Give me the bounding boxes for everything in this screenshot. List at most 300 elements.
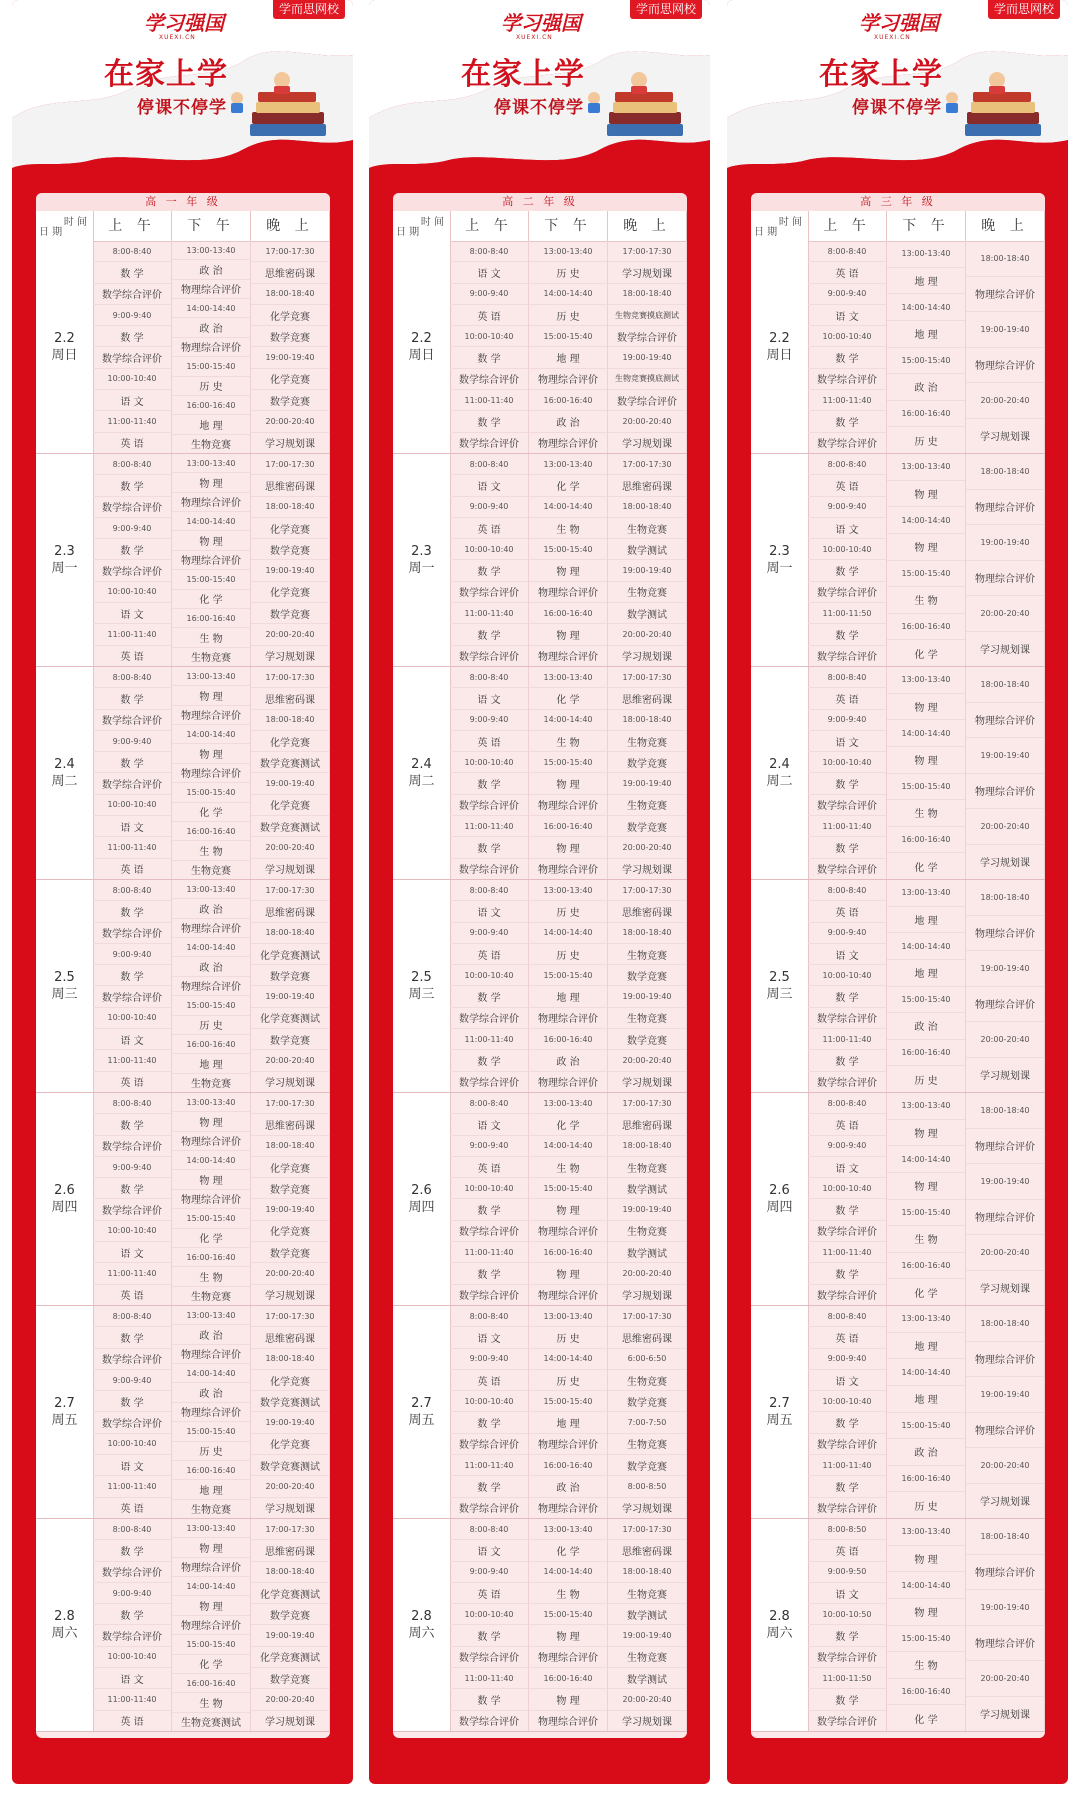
- time-slot: 9:00-9:40: [808, 284, 886, 305]
- time-slot: 20:00-20:40: [966, 1022, 1044, 1058]
- time-slot: 15:00-15:40: [172, 1209, 250, 1228]
- time-slot: 17:00-17:30: [251, 1306, 329, 1327]
- time-slot: 11:00-11:40: [450, 1668, 528, 1689]
- time-slot: 10:00-10:40: [808, 539, 886, 560]
- period-column-pm: [172, 454, 251, 666]
- time-slot: 16:00-16:40: [887, 1679, 965, 1706]
- course-cell: 英 语: [120, 652, 144, 664]
- time-header: 时 间: [63, 217, 87, 228]
- time-slot: 14:00-14:40: [529, 1349, 607, 1370]
- course-cell: 数学综合评价: [93, 1199, 171, 1220]
- course-cell: 数学综合评价: [808, 795, 886, 816]
- course-cell: 历 史: [172, 1016, 250, 1035]
- course-cell: 物理综合评价: [966, 774, 1044, 810]
- period-column-ev: [966, 667, 1045, 879]
- day-weekday: 周一: [51, 561, 78, 576]
- course-cell: 语 文: [93, 1455, 171, 1476]
- course-cell: 化 学: [172, 1655, 250, 1674]
- course-cell: 数 学: [808, 560, 886, 581]
- course-cell: 英 语: [120, 1504, 144, 1516]
- course-cell: 语 文: [93, 1029, 171, 1050]
- time-slot: 11:00-11:40: [93, 1050, 171, 1071]
- time-slot: 17:00-17:30: [251, 1519, 329, 1540]
- course-cell: 数学测试: [608, 1668, 686, 1689]
- time-slot: 13:00-13:40: [529, 1306, 607, 1327]
- course-cell: 语 文: [450, 688, 528, 709]
- time-slot: 17:00-17:30: [251, 454, 329, 475]
- time-slot: 13:00-13:40: [529, 880, 607, 901]
- course-cell: 数 学: [93, 1391, 171, 1412]
- time-slot: 15:00-15:40: [887, 1626, 965, 1653]
- course-cell: 地 理: [887, 1333, 965, 1360]
- time-slot: 16:00-16:40: [529, 1029, 607, 1050]
- course-cell: 语 文: [808, 1157, 886, 1178]
- course-cell: 生物竞赛: [608, 1008, 686, 1029]
- course-cell: 化学竞赛: [251, 582, 329, 603]
- time-slot: 11:00-11:40: [93, 411, 171, 432]
- time-slot: 15:00-15:40: [529, 326, 607, 347]
- course-cell: 历 史: [172, 377, 250, 396]
- course-cell: 学习规划课: [608, 262, 686, 283]
- day-weekday: 周六: [408, 1626, 435, 1641]
- period-column-pm: [529, 880, 608, 1092]
- time-slot: 20:00-20:40: [966, 383, 1044, 419]
- day-label: [36, 667, 94, 879]
- time-slot: 15:00-15:40: [529, 1391, 607, 1412]
- period-column-am: [808, 1306, 887, 1518]
- time-slot: 17:00-17:30: [608, 454, 686, 475]
- day-label: [751, 454, 809, 666]
- period-column-am: [808, 454, 887, 666]
- course-cell: 思维密码课: [608, 688, 686, 709]
- time-slot: 19:00-19:40: [608, 1199, 686, 1220]
- course-cell: 英 语: [120, 439, 144, 451]
- course-cell: 学习规划课: [980, 645, 1030, 657]
- period-column-am: [450, 667, 529, 879]
- time-slot: 9:00-9:40: [808, 1349, 886, 1370]
- time-slot: 11:00-11:50: [808, 603, 886, 624]
- period-column-am: [450, 1519, 529, 1731]
- course-cell: 数学综合评价: [93, 773, 171, 794]
- day-label: [36, 1519, 94, 1731]
- course-cell: 数学竞赛: [251, 965, 329, 986]
- course-cell: 思维密码课: [251, 1114, 329, 1135]
- page-title: 在家上学: [104, 57, 228, 92]
- day-label: [393, 880, 451, 1092]
- header-corner: [393, 211, 451, 241]
- course-cell: 学习规划课: [622, 865, 672, 877]
- column-header-evening: 晚 上: [966, 211, 1045, 241]
- page-subtitle: 停课不停学: [852, 98, 942, 118]
- course-cell: 物 理: [529, 837, 607, 858]
- time-slot: 19:00-19:40: [966, 738, 1044, 774]
- course-cell: 物理综合评价: [172, 1616, 250, 1635]
- course-cell: 物理综合评价: [966, 348, 1044, 384]
- course-cell: 物 理: [887, 747, 965, 774]
- time-slot: 13:00-13:40: [529, 241, 607, 262]
- day-block: [751, 1306, 1045, 1519]
- course-cell: 思维密码课: [608, 1327, 686, 1348]
- time-slot: 15:00-15:40: [172, 1422, 250, 1441]
- time-slot: 14:00-14:40: [529, 1562, 607, 1583]
- course-cell: 生物竞赛: [608, 1370, 686, 1391]
- time-slot: 20:00-20:40: [608, 1263, 686, 1284]
- course-cell: 物理综合评价: [172, 706, 250, 725]
- day-block: [751, 667, 1045, 880]
- time-slot: 14:00-14:40: [529, 923, 607, 944]
- course-cell: 物理综合评价: [172, 1132, 250, 1151]
- course-cell: 数学综合评价: [459, 1078, 519, 1090]
- time-slot: 20:00-20:40: [608, 1689, 686, 1710]
- time-slot: 10:00-10:40: [808, 1391, 886, 1412]
- course-cell: 地 理: [887, 1386, 965, 1413]
- course-cell: 化 学: [172, 590, 250, 609]
- time-slot: 19:00-19:40: [251, 347, 329, 368]
- course-cell: 化 学: [914, 862, 938, 874]
- period-column-ev: [966, 880, 1045, 1092]
- period-column-am: [93, 667, 172, 879]
- course-cell: 生 物: [887, 1226, 965, 1253]
- course-cell: 数学综合评价: [450, 1647, 528, 1668]
- period-column-pm: [887, 1306, 966, 1518]
- course-cell: 化学竞赛测试: [251, 1583, 329, 1604]
- course-cell: 物理综合评价: [538, 1504, 598, 1516]
- course-cell: 地 理: [529, 986, 607, 1007]
- time-slot: 6:00-6:50: [608, 1349, 686, 1370]
- course-cell: 数 学: [450, 560, 528, 581]
- course-cell: 数 学: [808, 1689, 886, 1710]
- time-slot: 20:00-20:40: [966, 1448, 1044, 1484]
- course-cell: 政 治: [172, 899, 250, 918]
- table-header-row: [751, 211, 1045, 242]
- schedule-panel: [369, 0, 710, 1784]
- course-cell: 数学综合评价: [459, 1504, 519, 1516]
- time-slot: 14:00-14:40: [172, 512, 250, 531]
- course-cell: 英 语: [808, 901, 886, 922]
- course-cell: 物 理: [172, 1596, 250, 1615]
- course-cell: 学习规划课: [622, 652, 672, 664]
- period-column-pm: [887, 1093, 966, 1305]
- course-cell: 语 文: [808, 518, 886, 539]
- time-slot: 10:00-10:40: [450, 965, 528, 986]
- course-cell: 物 理: [172, 744, 250, 763]
- time-slot: 13:00-13:40: [887, 1519, 965, 1546]
- course-cell: 物 理: [172, 531, 250, 550]
- course-cell: 数学综合评价: [817, 1078, 877, 1090]
- course-cell: 政 治: [172, 260, 250, 279]
- time-slot: 18:00-18:40: [251, 1562, 329, 1583]
- time-slot: 8:00-8:40: [450, 1093, 528, 1114]
- day-block: [751, 454, 1045, 667]
- day-weekday: 周二: [766, 774, 793, 789]
- course-cell: 政 治: [172, 1325, 250, 1344]
- course-cell: 语 文: [93, 816, 171, 837]
- time-slot: 18:00-18:40: [251, 1349, 329, 1370]
- day-weekday: 周一: [766, 561, 793, 576]
- day-label: [36, 1306, 94, 1518]
- time-slot: 8:00-8:40: [93, 880, 171, 901]
- logo: 学习强国: [501, 11, 581, 35]
- time-slot: 16:00-16:40: [172, 1035, 250, 1054]
- course-cell: 化学竞赛: [251, 1370, 329, 1391]
- course-cell: 英 语: [808, 1327, 886, 1348]
- time-slot: 10:00-10:40: [93, 582, 171, 603]
- course-cell: 数 学: [450, 837, 528, 858]
- course-cell: 物理综合评价: [529, 1647, 607, 1668]
- time-slot: 10:00-10:40: [450, 539, 528, 560]
- course-cell: 英 语: [450, 944, 528, 965]
- day-block: [393, 241, 687, 454]
- course-cell: 化 学: [529, 1540, 607, 1561]
- logo-subtext: XUEXI.CN: [874, 34, 911, 41]
- course-cell: 化 学: [914, 1714, 938, 1726]
- time-slot: 18:00-18:40: [966, 880, 1044, 916]
- course-cell: 政 治: [529, 1476, 607, 1497]
- day-block: [36, 1519, 330, 1732]
- time-slot: 10:00-10:40: [93, 369, 171, 390]
- period-column-ev: [251, 241, 330, 453]
- grade-title: 高 三 年 级: [751, 193, 1045, 211]
- day-label: [36, 241, 94, 453]
- day-date: 2.3: [411, 544, 432, 559]
- course-cell: 数学竞赛: [251, 1178, 329, 1199]
- course-cell: 物理综合评价: [529, 369, 607, 390]
- course-cell: 数 学: [93, 1540, 171, 1561]
- time-slot: 10:00-10:40: [808, 326, 886, 347]
- day-label: [36, 880, 94, 1092]
- time-slot: 18:00-18:40: [966, 1519, 1044, 1555]
- time-slot: 14:00-14:40: [887, 1572, 965, 1599]
- time-slot: 17:00-17:30: [608, 1093, 686, 1114]
- time-slot: 16:00-16:40: [172, 1674, 250, 1693]
- period-column-ev: [251, 454, 330, 666]
- course-cell: 物理综合评价: [538, 865, 598, 877]
- course-cell: 数 学: [808, 773, 886, 794]
- course-cell: 物理综合评价: [172, 1403, 250, 1422]
- course-cell: 物理综合评价: [966, 703, 1044, 739]
- time-slot: 14:00-14:40: [887, 1146, 965, 1173]
- day-label: [751, 667, 809, 879]
- course-cell: 数学综合评价: [93, 497, 171, 518]
- column-header-morning: 上 午: [450, 211, 529, 241]
- period-column-pm: [887, 667, 966, 879]
- time-slot: 15:00-15:40: [529, 965, 607, 986]
- column-header-morning: 上 午: [808, 211, 887, 241]
- course-cell: 学习规划课: [265, 439, 315, 451]
- course-cell: 英 语: [808, 1540, 886, 1561]
- time-slot: 8:00-8:50: [608, 1476, 686, 1497]
- course-cell: 物理综合评价: [538, 1291, 598, 1303]
- time-slot: 19:00-19:40: [251, 560, 329, 581]
- course-cell: 数 学: [450, 1263, 528, 1284]
- course-cell: 化 学: [529, 1114, 607, 1135]
- time-slot: 11:00-11:40: [93, 837, 171, 858]
- period-column-am: [93, 1519, 172, 1731]
- day-weekday: 周三: [51, 987, 78, 1002]
- period-column-ev: [966, 1093, 1045, 1305]
- course-cell: 物理综合评价: [172, 764, 250, 783]
- time-slot: 10:00-10:40: [93, 1647, 171, 1668]
- course-cell: 生物竞赛: [608, 731, 686, 752]
- time-slot: 20:00-20:40: [251, 1050, 329, 1071]
- course-cell: 数学综合评价: [93, 1136, 171, 1157]
- time-slot: 10:00-10:40: [93, 1221, 171, 1242]
- course-cell: 物理综合评价: [172, 551, 250, 570]
- time-slot: 20:00-20:40: [251, 624, 329, 645]
- course-cell: 英 语: [120, 865, 144, 877]
- course-cell: 语 文: [450, 1114, 528, 1135]
- time-slot: 14:00-14:40: [887, 294, 965, 321]
- course-cell: 数学综合评价: [817, 1291, 877, 1303]
- course-cell: 数学综合评价: [450, 582, 528, 603]
- course-cell: 数学竞赛测试: [251, 816, 329, 837]
- course-cell: 政 治: [529, 411, 607, 432]
- time-slot: 9:00-9:40: [93, 944, 171, 965]
- day-label: [751, 1519, 809, 1731]
- time-slot: 10:00-10:40: [450, 752, 528, 773]
- course-cell: 历 史: [914, 1501, 938, 1513]
- course-cell: 数 学: [93, 752, 171, 773]
- course-cell: 数学综合评价: [93, 1412, 171, 1433]
- course-cell: 历 史: [529, 1327, 607, 1348]
- time-slot: 20:00-20:40: [608, 624, 686, 645]
- period-column-am: [808, 241, 887, 453]
- time-slot: 16:00-16:40: [172, 396, 250, 415]
- time-slot: 15:00-15:40: [887, 987, 965, 1014]
- course-cell: 物 理: [529, 560, 607, 581]
- course-cell: 物 理: [172, 1170, 250, 1189]
- course-cell: 地 理: [529, 1412, 607, 1433]
- course-cell: 生物竞赛: [608, 944, 686, 965]
- period-column-am: [93, 1306, 172, 1518]
- period-column-ev: [251, 667, 330, 879]
- period-column-pm: [887, 241, 966, 453]
- course-cell: 数学竞赛: [251, 603, 329, 624]
- time-slot: 18:00-18:40: [608, 497, 686, 518]
- course-cell: 语 文: [450, 1327, 528, 1348]
- day-block: [36, 880, 330, 1093]
- time-header: 时 间: [778, 217, 802, 228]
- time-slot: 14:00-14:40: [172, 725, 250, 744]
- time-slot: 17:00-17:30: [251, 241, 329, 262]
- time-slot: 19:00-19:40: [966, 1164, 1044, 1200]
- time-slot: 11:00-11:50: [808, 1668, 886, 1689]
- time-slot: 9:00-9:40: [93, 731, 171, 752]
- course-cell: 地 理: [172, 1480, 250, 1499]
- period-column-ev: [251, 1519, 330, 1731]
- time-slot: 19:00-19:40: [251, 1412, 329, 1433]
- day-block: [751, 1093, 1045, 1306]
- course-cell: 数 学: [93, 901, 171, 922]
- course-cell: 数学综合评价: [93, 1625, 171, 1646]
- course-cell: 生物竞赛: [191, 1292, 231, 1304]
- course-cell: 数学综合评价: [93, 986, 171, 1007]
- course-cell: 生 物: [172, 628, 250, 647]
- time-slot: 13:00-13:40: [887, 454, 965, 481]
- day-block: [393, 880, 687, 1093]
- course-cell: 物 理: [887, 481, 965, 508]
- time-slot: 15:00-15:40: [887, 561, 965, 588]
- course-cell: 物理综合评价: [529, 795, 607, 816]
- course-cell: 物 理: [172, 1538, 250, 1557]
- course-cell: 数学竞赛: [251, 1029, 329, 1050]
- time-slot: 17:00-17:30: [251, 667, 329, 688]
- time-slot: 20:00-20:40: [966, 1235, 1044, 1271]
- course-cell: 思维密码课: [251, 262, 329, 283]
- logo: 学习强国: [144, 11, 224, 35]
- period-column-pm: [887, 880, 966, 1092]
- time-slot: 15:00-15:40: [529, 1178, 607, 1199]
- period-column-pm: [529, 1519, 608, 1731]
- time-slot: 13:00-13:40: [529, 667, 607, 688]
- time-slot: 8:00-8:40: [93, 454, 171, 475]
- time-slot: 13:00-13:40: [887, 1306, 965, 1333]
- course-cell: 数学综合评价: [459, 1717, 519, 1729]
- time-slot: 9:00-9:40: [450, 1349, 528, 1370]
- course-cell: 数学竞赛测试: [251, 1391, 329, 1412]
- period-column-pm: [172, 880, 251, 1092]
- time-slot: 9:00-9:40: [450, 710, 528, 731]
- time-slot: 10:00-10:40: [93, 1434, 171, 1455]
- time-slot: 13:00-13:40: [529, 454, 607, 475]
- time-slot: 16:00-16:40: [887, 1253, 965, 1280]
- course-cell: 数学测试: [608, 1604, 686, 1625]
- course-cell: 物 理: [529, 1625, 607, 1646]
- time-slot: 18:00-18:40: [966, 1093, 1044, 1129]
- period-column-ev: [608, 1306, 687, 1518]
- day-weekday: 周六: [51, 1626, 78, 1641]
- course-cell: 数 学: [450, 1412, 528, 1433]
- table-header-row: [393, 211, 687, 242]
- course-cell: 物理综合评价: [538, 1078, 598, 1090]
- day-label: [751, 1306, 809, 1518]
- course-cell: 生物竞赛测试: [181, 1718, 241, 1730]
- course-cell: 数学综合评价: [817, 1717, 877, 1729]
- period-column-ev: [251, 1093, 330, 1305]
- course-cell: 物 理: [172, 473, 250, 492]
- course-cell: 数学综合评价: [817, 1504, 877, 1516]
- time-slot: 20:00-20:40: [251, 1476, 329, 1497]
- course-cell: 思维密码课: [251, 901, 329, 922]
- course-cell: 物理综合评价: [966, 916, 1044, 952]
- time-slot: 11:00-11:40: [93, 624, 171, 645]
- course-cell: 数 学: [808, 1050, 886, 1071]
- course-cell: 地 理: [887, 907, 965, 934]
- time-slot: 15:00-15:40: [172, 357, 250, 376]
- course-cell: 语 文: [808, 1370, 886, 1391]
- course-cell: 学习规划课: [980, 1497, 1030, 1509]
- period-column-ev: [966, 241, 1045, 453]
- time-slot: 20:00-20:40: [966, 596, 1044, 632]
- course-cell: 思维密码课: [251, 1327, 329, 1348]
- course-cell: 物理综合评价: [529, 1221, 607, 1242]
- course-cell: 数 学: [93, 965, 171, 986]
- course-cell: 数 学: [93, 688, 171, 709]
- course-cell: 数学综合评价: [808, 1647, 886, 1668]
- course-cell: 生 物: [887, 800, 965, 827]
- time-slot: 17:00-17:30: [608, 1306, 686, 1327]
- time-slot: 16:00-16:40: [887, 1040, 965, 1067]
- day-date: 2.5: [411, 970, 432, 985]
- day-weekday: 周三: [766, 987, 793, 1002]
- course-cell: 数学综合评价: [459, 439, 519, 451]
- time-slot: 14:00-14:40: [172, 1151, 250, 1170]
- header-corner: [751, 211, 809, 241]
- period-column-pm: [529, 1093, 608, 1305]
- time-slot: 19:00-19:40: [608, 347, 686, 368]
- course-cell: 化学竞赛: [251, 795, 329, 816]
- period-column-ev: [251, 880, 330, 1092]
